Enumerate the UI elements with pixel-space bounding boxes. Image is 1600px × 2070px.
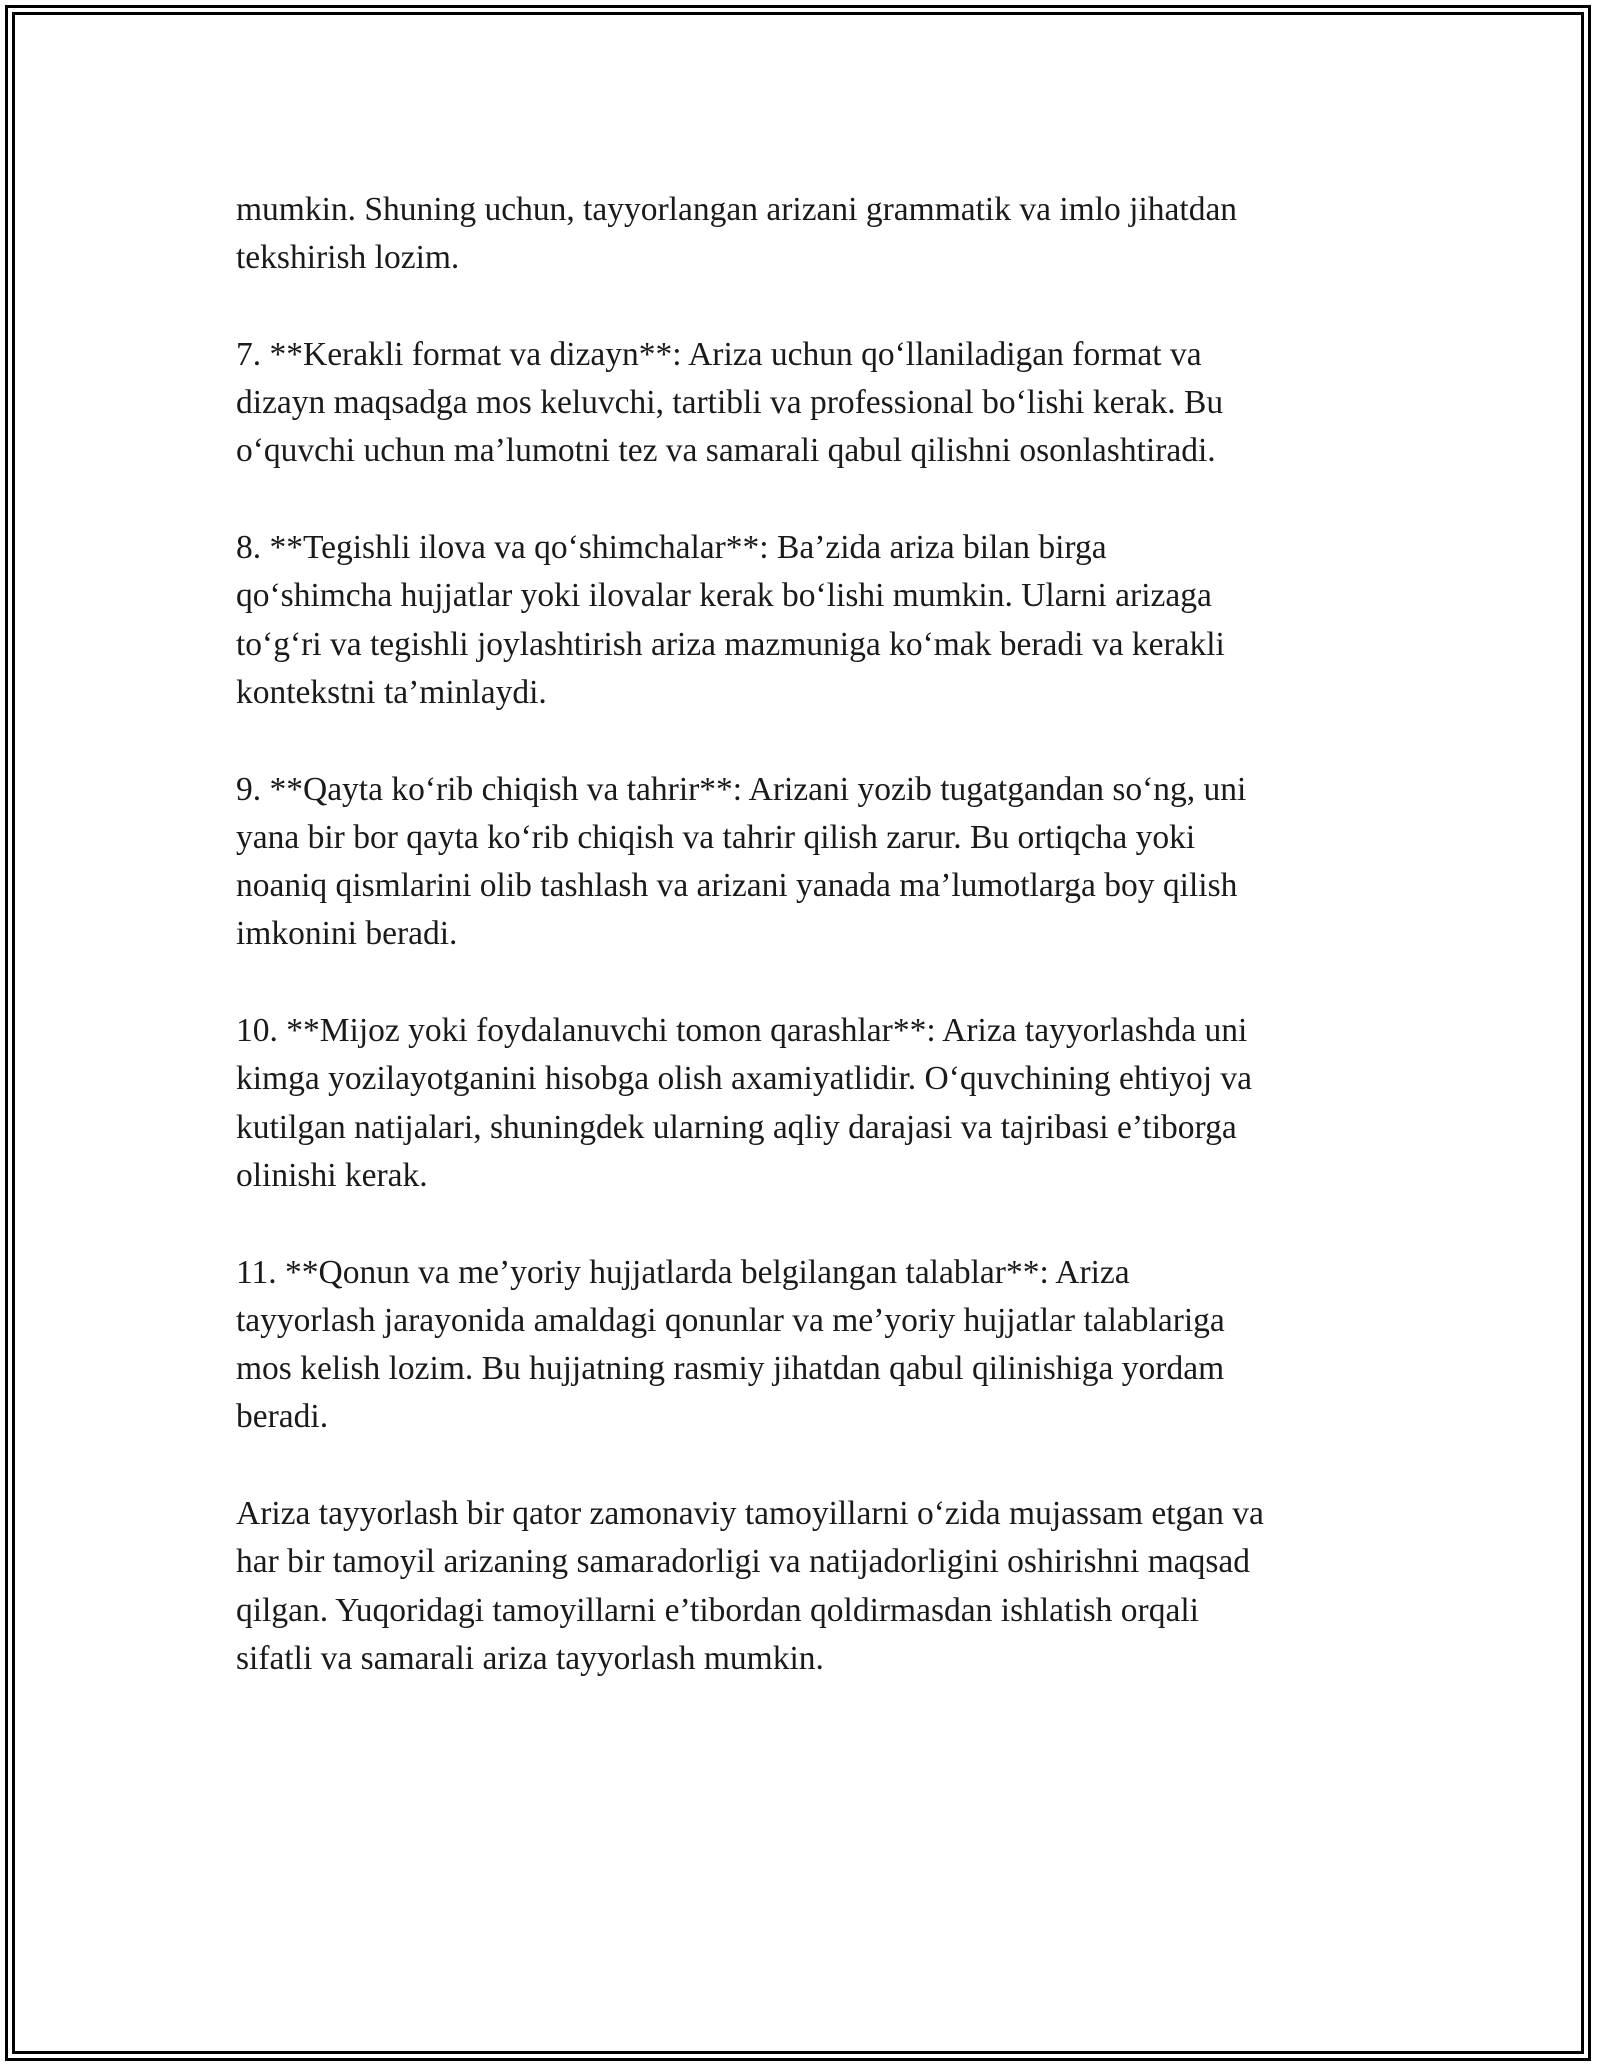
text-line: kontekstni ta’minlaydi.	[236, 673, 547, 711]
text-line: 11. **Qonun va me’yoriy hujjatlarda belgilangan talablar**: Ariza	[236, 1253, 1130, 1291]
paragraph-conclusion	[236, 1490, 1386, 1683]
text-line: o‘quvchi uchun ma’lumotni tez va samarali qabul qilishni osonlashtiradi.	[236, 432, 1216, 470]
text-line: yana bir bor qayta ko‘rib chiqish va tahrir qilish zarur. Bu ortiqcha yoki	[236, 818, 1196, 856]
paragraph-continuation	[236, 186, 1386, 283]
text-line: har bir tamoyil arizaning samaradorligi va natijadorligini oshirishni maqsad	[236, 1543, 1251, 1581]
text-line: kimga yozilayotganini hisobga olish axamiyatlidir. O‘quvchining ehtiyoj va	[236, 1060, 1252, 1098]
paragraph-item-10	[236, 1007, 1386, 1200]
text-line: 9. **Qayta ko‘rib chiqish va tahrir**: Arizani yozib tugatgandan so‘ng, uni	[236, 770, 1247, 808]
paragraph-item-7	[236, 331, 1386, 476]
text-line: beradi.	[236, 1398, 329, 1436]
text-line: qilgan. Yuqoridagi tamoyillarni e’tibordan qoldirmasdan ishlatish orqali	[236, 1591, 1199, 1629]
text-line: 10. **Mijoz yoki foydalanuvchi tomon qarashlar**: Ariza tayyorlashda uni	[236, 1012, 1248, 1050]
text-line: mumkin. Shuning uchun, tayyorlangan arizani grammatik va imlo jihatdan	[236, 191, 1238, 228]
text-line: tekshirish lozim.	[236, 239, 460, 277]
text-line: noaniq qismlarini olib tashlash va arizani yanada ma’lumotlarga boy qilish	[236, 867, 1238, 905]
text-line: qo‘shimcha hujjatlar yoki ilovalar kerak bo‘lishi mumkin. Ularni arizaga	[236, 577, 1212, 615]
text-line: 8. **Tegishli ilova va qo‘shimchalar**: Ba’zida ariza bilan birga	[236, 529, 1107, 567]
text-line: olinishi kerak.	[236, 1156, 428, 1194]
text-line: 7. **Kerakli format va dizayn**: Ariza uchun qo‘llaniladigan format va	[236, 335, 1202, 373]
text-line: imkonini beradi.	[236, 915, 458, 953]
paragraph-item-8	[236, 524, 1386, 717]
paragraph-item-11	[236, 1249, 1386, 1442]
text-line: sifatli va samarali ariza tayyorlash mumkin.	[236, 1639, 824, 1677]
text-line: dizayn maqsadga mos keluvchi, tartibli va professional bo‘lishi kerak. Bu	[236, 384, 1224, 422]
text-line: tayyorlash jarayonida amaldagi qonunlar va me’yoriy hujjatlar talablariga	[236, 1301, 1225, 1339]
paragraph-item-9	[236, 766, 1386, 959]
text-line: to‘g‘ri va tegishli joylashtirish ariza mazmuniga ko‘mak beradi va kerakli	[236, 625, 1225, 663]
text-line: kutilgan natijalari, shuningdek ularning aqliy darajasi va tajribasi e’tiborga	[236, 1108, 1237, 1146]
text-line: mos kelish lozim. Bu hujjatning rasmiy jihatdan qabul qilinishiga yordam	[236, 1350, 1225, 1388]
document-body	[236, 186, 1386, 1732]
text-line: Ariza tayyorlash bir qator zamonaviy tamoyillarni o‘zida mujassam etgan va	[236, 1495, 1264, 1533]
